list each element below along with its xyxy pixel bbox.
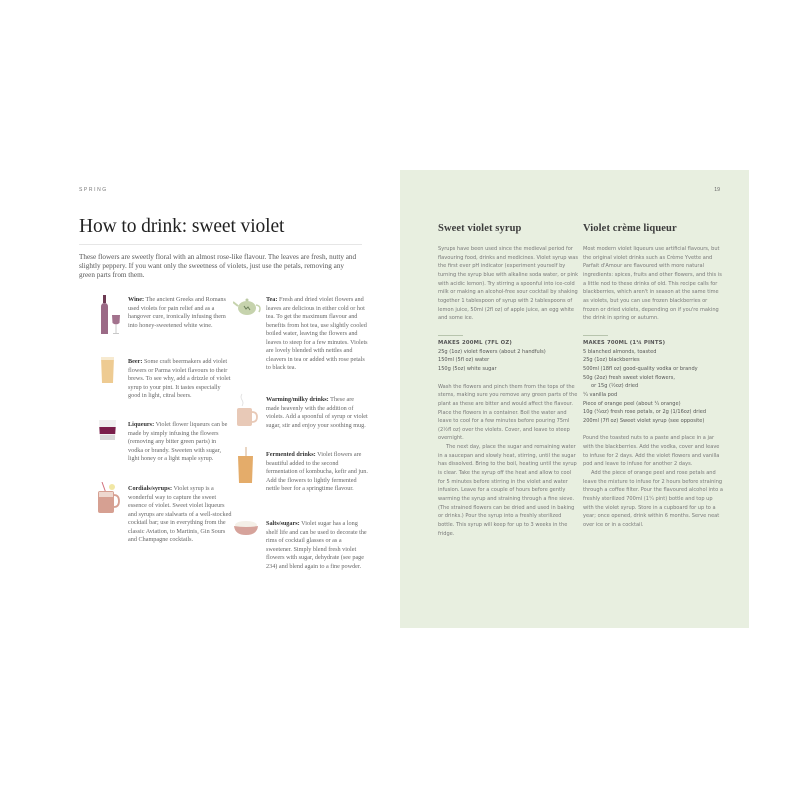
recipe-intro: Most modern violet liqueurs use artificial flavours, but the original violet drinks such as Crème Yvette and Parfait d'Amour are flavoured with more natural ingredients: spices, fruits and other flowers, and this is a little nod to these drinks of old. This recipe calls for blackberries, which aren't in season at the same time as violets, but you can use frozen blackberries or frozen or dried violets, depending on if you're making the drink in spring or autumn.	[583, 246, 722, 322]
ingredient: 500ml (18fl oz) good-quality vodka or brandy	[583, 365, 698, 372]
sugar-bowl-icon	[233, 516, 263, 560]
recipe-violet-creme-liqueur	[583, 223, 723, 530]
recipe-sweet-violet-syrup	[438, 223, 578, 538]
method-step: Add the piece of orange peel and rose petals and leave the mixture to infuse for 2 hours before straining through a coffee filter. Pour the flavoured alcohol into a freshly sterilized 700ml (1¼ pint) bottle and top up with the violet syrup. Store in a cupboard for up to a year; once opened, drink within 6 months. Serve neat over ice or in a cocktail.	[583, 470, 723, 529]
recipe-title: Violet crème liqueur	[583, 223, 677, 234]
ingredient: 50g (2oz) fresh sweet violet flowers,	[583, 374, 675, 381]
drink-item-text: Fermented drinks: Violet flowers are beautiful added to the second fermentation of kombucha, kefir and jun. Add the flowers to lightly fermented nettle beer for a springtime flavour.	[266, 451, 368, 492]
ingredient: 10g (¼oz) fresh rose petals, or 2g (1/16oz) dried	[583, 409, 707, 416]
ingredient: 5 blanched almonds, toasted	[583, 348, 657, 355]
ingredient-list	[438, 348, 578, 374]
ingredient: ¼ vanilla pod	[583, 391, 618, 398]
page-number: 19	[714, 187, 720, 193]
drink-item-text: Tea: Fresh and dried violet flowers and leaves are delicious in either cold or hot tea. To get the maximum flavour and benefits from hot tea, use slightly cooled boiled water, leaving the flowers and leaves to steep for a few minutes. Violets are lovely blended with nettles and cleavers in tea or added with rose petals to black tea.	[266, 296, 368, 371]
ingredient: 25g (1oz) blackberries	[583, 357, 640, 364]
ingredient: or 15g (½oz) dried	[591, 383, 639, 390]
teapot-icon	[233, 293, 263, 337]
recipe-yield: MAKES 700ML (1¼ PINTS)	[583, 339, 666, 346]
drink-item-text: Warming/milky drinks: These are made heavenly with the addition of violets. Add a spoonful of syrup or violet sugar, stir and enjoy your soothing mug.	[266, 396, 368, 429]
ingredient-list	[583, 348, 723, 426]
drink-item-text: Salts/sugars: Violet sugar has a long shelf life and can be used to decorate the rims of cocktail glasses or as a sweetener. Simply blend fresh violet flowers with sugar, dehydrate (see page 234) and blend again to a fine powder.	[266, 520, 367, 570]
method-step: Pound the toasted nuts to a paste and place in a jar with the blackberries. Add the vodka, cover and leave to infuse for 2 days. Add the violet flowers and vanilla pod and leave to infuse for another 2 days.	[583, 435, 720, 468]
iced-drink-straw-icon	[233, 447, 263, 491]
page-title: How to drink: sweet violet	[79, 216, 285, 237]
recipe-yield: MAKES 200ML (7FL OZ)	[438, 339, 513, 346]
drink-item-text: Wine: The ancient Greeks and Romans used violets for pain relief and as a hangover cure, ironically infusing them into honey-sweetened white wine.	[128, 296, 226, 329]
title-divider	[79, 244, 362, 245]
steaming-mug-icon	[233, 392, 263, 436]
method-step: The next day, place the sugar and remaining water in a saucepan and slowly heat, stirring, until the sugar has dissolved. Bring to the boil, heating until the syrup is clear. Take the syrup off the heat and allow to cool for 5 minutes before stirring in the violet and water infusion. Leave for a couple of hours before gently warming the syrup and straining through a fine sieve. (The strained flowers can be dried and used in baking or drinks.) Pour the syrup into a freshly sterilized bottle. This syrup will keep for up to 3 weeks in the fridge.	[438, 444, 577, 537]
recipe-title: Sweet violet syrup	[438, 223, 522, 234]
recipe-intro: Syrups have been used since the medieval period for flavouring food, drinks and medicines. Violet syrup was the first ever pH indicator (experiment yourself by turning the syrup blue with alkaline soda water, or pink with acidic lemon). Try stirring a spoonful into ice-cold milk or making an alcohol-free sour cocktail by shaking together 1 tablespoon of syrup with 2 tablespoons of lemon juice, 50ml (2fl oz) of apple juice, an egg white and some ice.	[438, 246, 579, 322]
recipe-divider	[438, 335, 463, 336]
drink-item-text: Cordials/syrups: Violet syrup is a wonderful way to capture the sweet essence of violet. Sweet violet liqueurs and syrups are stalwarts of a well-stocked cocktail bar; use in everything from the classic Aviation, to Martinis, Gin Sours and Champagne cocktails.	[128, 485, 232, 543]
beer-pint-icon	[97, 355, 127, 399]
recipe-divider	[583, 335, 608, 336]
ingredient: 200ml (7fl oz) Sweet violet syrup (see opposite)	[583, 417, 705, 424]
mason-jar-drink-icon	[97, 482, 127, 526]
ingredient: Piece of orange peel (about ¼ orange)	[583, 400, 681, 407]
method-step: Wash the flowers and pinch them from the tops of the stems, making sure you remove any green parts of the plant as these are bitter and would affect the flavour. Place the flowers in a container. Boil the water and leave to cool for a few minutes before pouring 75ml (2½fl oz) over the violets. Cover, and leave to steep overnight.	[438, 383, 578, 442]
drink-item-text: Liqueurs: Violet flower liqueurs can be made by simply infusing the flowers (removing any bitter green parts) in vodka or brandy. Sweeten with sugar, light honey or a light maple syrup.	[128, 421, 228, 462]
intro-paragraph: These flowers are sweetly floral with an almost rose-like flavour. The leaves are fresh, nutty and slightly peppery. If you want only the sweetness of violets, just use the petals, removing any green parts from them.	[79, 253, 357, 280]
ingredient: 150g (5oz) white sugar	[438, 365, 497, 372]
ingredient: 25g (1oz) violet flowers (about 2 handfuls)	[438, 348, 546, 355]
recipe-method	[438, 383, 578, 539]
section-label: SPRING	[79, 187, 108, 193]
ingredient: 150ml (5fl oz) water	[438, 357, 490, 364]
recipe-method	[583, 434, 723, 529]
wine-bottle-glass-icon	[97, 293, 127, 337]
liqueur-glass-icon	[97, 418, 127, 462]
drink-item-text: Beer: Some craft beermakers add violet flowers or Parma violet flavours to their brews. To see why, add a drizzle of violet syrup to your pint. It tastes especially good in light, citral beers.	[128, 358, 231, 399]
right-page	[400, 170, 749, 628]
